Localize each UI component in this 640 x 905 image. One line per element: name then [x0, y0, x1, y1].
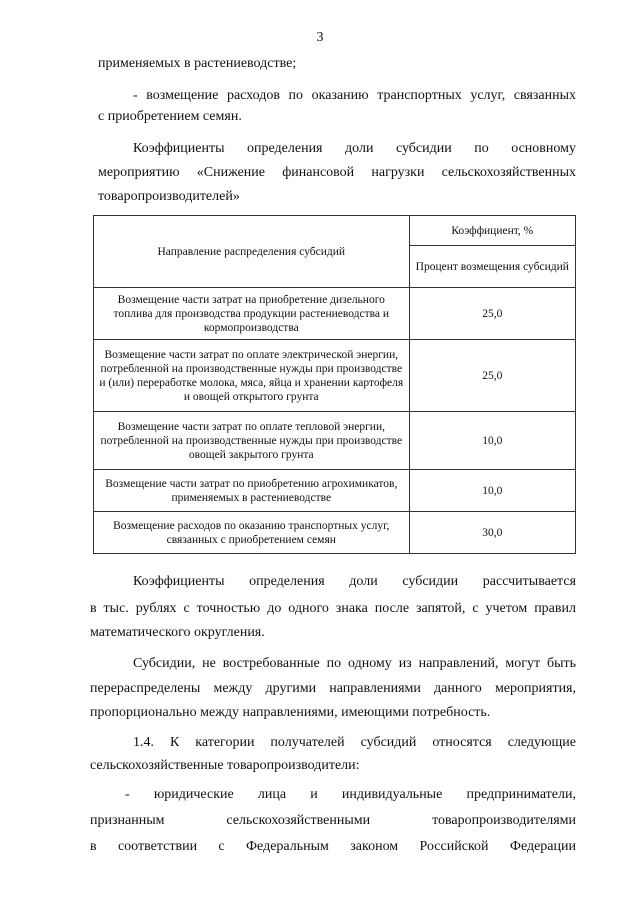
- paragraph-line: в тыс. рублях с точностью до одного знака после запятой, с учетом правил: [90, 601, 576, 616]
- section-heading: Коэффициенты определения доли субсидии по основному: [133, 141, 576, 156]
- row-value: 25,0: [409, 340, 575, 412]
- paragraph-line: с приобретением семян.: [98, 109, 242, 124]
- row-value: 30,0: [409, 512, 575, 554]
- table-row: [94, 512, 576, 554]
- table-row: [94, 288, 576, 340]
- paragraph-line: математического округления.: [90, 625, 265, 640]
- paragraph-line: пропорционально между направлениями, имеющими потребность.: [90, 705, 491, 720]
- paragraph-line: 1.4. К категории получателей субсидий относятся следующие: [133, 735, 576, 750]
- row-direction: Возмещение части затрат по оплате тепловой энергии, потребленной на производственные нужды при производстве овощей закрытого грунта: [94, 412, 410, 470]
- section-heading: товаропроизводителей»: [98, 189, 240, 204]
- paragraph-line: - возмещение расходов по оказанию транспортных услуг, связанных: [133, 88, 576, 103]
- paragraph-line: - юридические лица и индивидуальные предприниматели,: [125, 787, 576, 802]
- table-row: [94, 412, 576, 470]
- paragraph-line: Коэффициенты определения доли субсидии рассчитывается: [133, 574, 576, 589]
- paragraph-line: Субсидии, не востребованные по одному из направлений, могут быть: [133, 656, 576, 671]
- paragraph-line: сельскохозяйственные товаропроизводители:: [90, 758, 360, 773]
- row-direction: Возмещение части затрат по приобретению агрохимикатов, применяемых в растениеводстве: [94, 470, 410, 512]
- row-value: 10,0: [409, 470, 575, 512]
- table-row: [94, 340, 576, 412]
- paragraph-line: признанным сельскохозяйственными товаропроизводителями: [90, 813, 576, 828]
- row-value: 10,0: [409, 412, 575, 470]
- row-direction: Возмещение части затрат по оплате электрической энергии, потребленной на производственные нужды при производстве и (или) переработке молока, мяса, яйца и хранении картофеля и овощей открытого грунта: [94, 340, 410, 412]
- section-heading: мероприятию «Снижение финансовой нагрузки сельскохозяйственных: [98, 165, 576, 180]
- page-number: 3: [316, 30, 324, 45]
- paragraph-line: в соответствии с Федеральным законом Российской Федерации: [90, 839, 576, 854]
- header-direction: Направление распределения субсидий: [94, 216, 410, 288]
- subsidy-coefficient-table: [93, 215, 576, 554]
- row-direction: Возмещение части затрат на приобретение дизельного топлива для производства продукции растениеводства и кормопроизводства: [94, 288, 410, 340]
- row-value: 25,0: [409, 288, 575, 340]
- table-row: [94, 470, 576, 512]
- header-coefficient-sub: Процент возмещения субсидий: [409, 246, 575, 288]
- paragraph-line: перераспределены между другими направлениями данного мероприятия,: [90, 681, 576, 696]
- paragraph-line: применяемых в растениеводстве;: [98, 56, 297, 71]
- header-coefficient: Коэффициент, %: [409, 216, 575, 246]
- row-direction: Возмещение расходов по оказанию транспортных услуг, связанных с приобретением семян: [94, 512, 410, 554]
